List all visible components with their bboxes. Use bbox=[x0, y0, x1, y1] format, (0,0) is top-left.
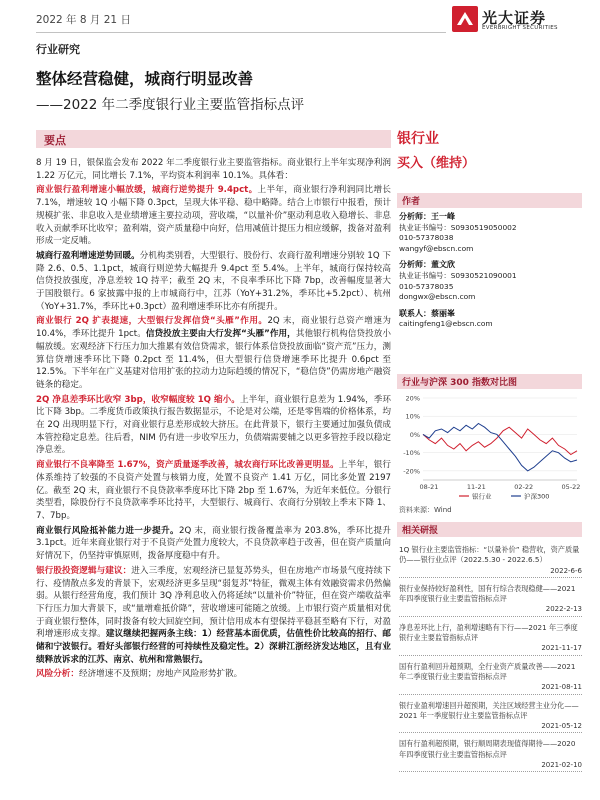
chart-y-tick-label: 20% bbox=[405, 394, 420, 403]
report-category: 行业研究 bbox=[36, 43, 80, 56]
related-report-date: 2021-11-17 bbox=[541, 644, 582, 653]
related-report-item[interactable] bbox=[399, 701, 582, 734]
author-email[interactable]: dongwx@ebscn.com bbox=[399, 292, 476, 302]
paragraph-lead: 2Q 净息差季环比收窄 3bp，收窄幅度较 1Q 缩小。 bbox=[36, 394, 240, 405]
paragraph-lead: 商业银行不良率降至 1.67%，资产质量逐季改善，城农商行环比改善更明显。 bbox=[36, 460, 339, 471]
chart-x-tick-label: 11-21 bbox=[466, 483, 486, 491]
page-title: 整体经营稳健，城商行明显改善 bbox=[36, 70, 254, 88]
key-points-body bbox=[36, 157, 391, 683]
chart-y-tick-label: -10% bbox=[403, 449, 420, 458]
author-cert: 执业证书编号：S0930519050002 bbox=[399, 222, 517, 232]
key-points-header bbox=[36, 130, 391, 148]
paragraph-nim bbox=[36, 394, 391, 458]
paragraph-text-continued: 其他银行机构信贷投放小幅放缓。宏观经济下行压力加大推累有效信贷需求，银行体系信贷投放面临“资产荒”压力，测算信贷增速季环比下降 0.2pct 至 11.4%，但大型银行信贷增速季环比提升 0.6pct 至 12.5%。下半年在广义基建对信用扩张的拉动力边际趋缓的情况下，“稳信贷”仍需房地产融资链条的稳定。 bbox=[36, 329, 391, 390]
author-name: 联系人：蔡丽峯 bbox=[399, 308, 455, 318]
paragraph-investment bbox=[36, 565, 391, 667]
author-email[interactable]: wangyf@ebscn.com bbox=[399, 243, 474, 253]
brand-name-en: EVERBRIGHT SECURITIES bbox=[482, 25, 558, 31]
reports-label: 相关研报 bbox=[402, 526, 439, 536]
paragraph-lead: 银行股投资逻辑与建议： bbox=[36, 565, 132, 576]
paragraph-npl bbox=[36, 459, 391, 523]
risk-label: 风险分析： bbox=[36, 669, 79, 680]
header-divider bbox=[36, 32, 446, 33]
related-report-title[interactable]: 国有行盈利超预期，银行顺周期表现值得期待——2020 年四季度银行业主要监管指标点评 bbox=[399, 739, 576, 759]
related-report-item[interactable] bbox=[399, 623, 582, 656]
chart-label: 行业与沪深 300 指数对比图 bbox=[402, 378, 518, 388]
performance-chart bbox=[399, 392, 582, 502]
paragraph-emphasis: 建议继续把握两条主线：1）经营基本面优质，估值性价比较高的招行、邮储和宁波银行。看好头部银行经营的可持续性及稳定性。2）深耕江浙经济发达地区，且有业绩释放诉求的江苏、南京、杭州和常熟银行。 bbox=[36, 629, 391, 665]
authors-list bbox=[399, 212, 582, 336]
paragraph-lead: 商业银行风险抵补能力进一步提升。 bbox=[36, 525, 179, 536]
brand-logo bbox=[452, 3, 582, 39]
paragraph-text: 上半年，商业银行息差为 1.94%，季环比下降 3bp。二季度货币政策执行报告数据显示，不论是对公端，还是零售端的价格体系，均在 2Q 出现明显下行，对商业银行息差形成较大挤压。在此背景下，银行主要通过加强负债成本管控稳定息差。往后看，NIM 仍有进一步收窄压力，负债端需要辅之以更多管控手段以稳定净息差。 bbox=[36, 394, 391, 456]
paragraph-lead: 城商行盈利增速逆势回暖。 bbox=[36, 250, 140, 261]
chart-header bbox=[397, 374, 582, 389]
reports-header bbox=[397, 522, 582, 537]
authors-label: 作者 bbox=[402, 197, 421, 207]
chart-series-line-csi300 bbox=[423, 424, 577, 471]
related-report-item[interactable] bbox=[399, 545, 582, 578]
report-date: 2022 年 8 月 21 日 bbox=[36, 14, 131, 26]
paragraph-lead: 商业银行盈利增速小幅放缓，城商行逆势提升 9.4pct。 bbox=[36, 185, 258, 196]
author-cert: 执业证书编号：S0930521090001 bbox=[399, 270, 517, 280]
paragraph-text: 上半年，商业银行净利润同比增长 7.1%，增速较 1Q 小幅下降 0.3pct，呈现大体平稳、稳中略降。结合上市银行中报看，预计规模扩张、非息收入是业绩增速主要拉动项，营收端，“以量补价”驱动利息收入稳增长、非息收入贡献季环比收窄；盈利端，资产质量稳中向好，信用减值计提压力相应缓解，拨备对盈利形成一定反哺。 bbox=[36, 185, 391, 247]
author-item bbox=[399, 260, 582, 302]
paragraph-profit bbox=[36, 184, 391, 248]
rating-label: 买入（维持） bbox=[397, 156, 476, 171]
paragraph-city-banks bbox=[36, 250, 391, 314]
chart-legend-label: 银行业 bbox=[472, 492, 492, 501]
paragraph-text: 分机构类别看，大型银行、股份行、农商行盈利增速分别较 1Q 下降 2.6、0.5、1.1pct，城商行则逆势大幅提升 9.4pct 至 5.4%。上半年，城商行保持较高信贷投放强度，净息差较 1Q 持平；截至 2Q 末，不良率季环比下降 7bp，改善幅度显著大于国股银行。6 家披露中报的上市城商行中，江苏（YoY+31.2%，季环比+5.2pct）、杭州（YoY+31.7%，季环比+0.3pct）盈利增速季环比亦有所提升。 bbox=[36, 250, 391, 312]
brand-mark-icon bbox=[452, 6, 478, 32]
paragraph-text: 2Q 末，商业银行总资产增速为 10.4%，季环比提升 1pct。 bbox=[36, 316, 391, 340]
author-email[interactable]: caitingfeng1@ebscn.com bbox=[399, 319, 493, 329]
related-report-title[interactable]: 银行业保持较好盈利性，国有行综合表现稳健——2021 年四季度银行业主要监管指标点评 bbox=[399, 583, 576, 604]
author-name: 分析师：王一峰 bbox=[399, 212, 455, 221]
chart-y-tick-label: 0% bbox=[409, 430, 420, 439]
chart-source: 资料来源：Wind bbox=[399, 506, 452, 514]
related-reports-list bbox=[399, 545, 582, 778]
related-report-date: 2022-6-6 bbox=[550, 566, 582, 575]
paragraph-text: 上半年，银行体系维持了较强的不良资产处置与核销力度，处置不良资产 1.41 万亿，同比多处置 2197 亿。截至 2Q 末，商业银行不良贷款率季度环比下降 2bp 至 1.67%，为近年来低位。分银行类型看，除股份行不良贷款率季环比持平，大型银行、城商行、农商行分别较上季末下降 1、7、7bp。 bbox=[36, 460, 391, 521]
page-subtitle: ——2022 年二季度银行业主要监管指标点评 bbox=[36, 97, 305, 113]
sector-name: 银行业 bbox=[397, 131, 439, 147]
chart-x-tick-label: 08-21 bbox=[419, 483, 439, 491]
chart-y-tick-label: -20% bbox=[403, 467, 420, 476]
related-report-title[interactable]: 银行业盈利增速回升超预期，关注区域经营主业分化——2021 年一季度银行业主要监管指标点评 bbox=[399, 700, 579, 720]
paragraph-expansion bbox=[36, 315, 391, 391]
authors-header bbox=[397, 193, 582, 208]
sidebar-rating bbox=[397, 128, 582, 171]
paragraph-risk bbox=[36, 668, 391, 681]
related-report-date: 2021-05-12 bbox=[541, 722, 582, 731]
related-report-title[interactable]: 净息差环比上行，盈利增速略有下行——2021 年三季度银行业主要监管指标点评 bbox=[399, 622, 578, 643]
key-points-label: 要点 bbox=[44, 134, 66, 147]
risk-text: 经济增速不及预期；房地产风险形势扩散。 bbox=[78, 669, 243, 680]
brand-name-cn: 光大证券 bbox=[482, 9, 547, 27]
paragraph-text: 2Q 末，商业银行拨备覆盖率为 203.8%，季环比提升 3.1pct。近年来商业银行对于不良资产处置力度较大，不良贷款率趋于改善，但在资产质量向好情况下，仍坚持审慎原则，拨备厚度稳中有升。 bbox=[36, 525, 391, 562]
author-item bbox=[399, 309, 582, 330]
paragraph-emphasis: 信贷投放主要由大行发挥“头雁”作用， bbox=[145, 329, 296, 340]
related-report-item[interactable] bbox=[399, 584, 582, 617]
chart-x-tick-label: 02-22 bbox=[514, 483, 534, 491]
chart-legend-label: 沪深300 bbox=[524, 492, 550, 501]
author-name: 分析师：董文欣 bbox=[399, 260, 455, 270]
paragraph-intro bbox=[36, 157, 391, 182]
chart-y-tick-label: 10% bbox=[405, 412, 420, 421]
related-report-title[interactable]: 国有行盈利回升超预期，全行业资产质量改善——2021 年二季度银行业主要监管指标点评 bbox=[399, 661, 576, 681]
paragraph-provision bbox=[36, 525, 391, 563]
related-report-item[interactable] bbox=[399, 662, 582, 695]
author-item bbox=[399, 212, 582, 254]
related-report-title[interactable]: 1Q 银行业主要监管指标：“以量补价” 稳营收，资产质量仍——银行业点评（2022.5.30 - 2022.6.5） bbox=[399, 545, 580, 565]
related-report-date: 2021-08-11 bbox=[541, 683, 582, 692]
related-report-item[interactable] bbox=[399, 739, 582, 772]
author-phone: 010-57378035 bbox=[399, 281, 454, 291]
paragraph-text: 8 月 19 日，银保监会发布 2022 年二季度银行业主要监管指标。商业银行上半年实现净利润 1.22 万亿元，同比增长 7.1%，平均资本利润率 10.1%。具体看： bbox=[36, 158, 391, 181]
chart-x-tick-label: 05-22 bbox=[561, 483, 581, 491]
paragraph-text: 进入三季度，宏观经济已显复苏势头，但在房地产市场景气度持续下行、疫情散点多发的背景下，宏观经济更多呈现“弱复苏”特征，微观主体有效融资需求仍然偏弱。从银行经营角度，我们预计 3Q 净利息收入仍将延续“以量补价”特征，但在资产端收益率下行压力加大背景下，或“量增难抵价降”，营收增速可能随之放缓。上市银行资产质量相对优于商业银行整体，同时拨备有较大回旋空间，预计信用成本有望保持平稳甚至略有下行，对盈利增速形成支撑。 bbox=[36, 565, 391, 640]
related-report-date: 2022-2-13 bbox=[545, 605, 582, 614]
author-phone: 010-57378038 bbox=[399, 233, 454, 243]
paragraph-lead: 商业银行 2Q 扩表提速，大型银行发挥信贷“头雁”作用。 bbox=[36, 316, 268, 327]
related-report-date: 2021-02-10 bbox=[541, 761, 582, 770]
